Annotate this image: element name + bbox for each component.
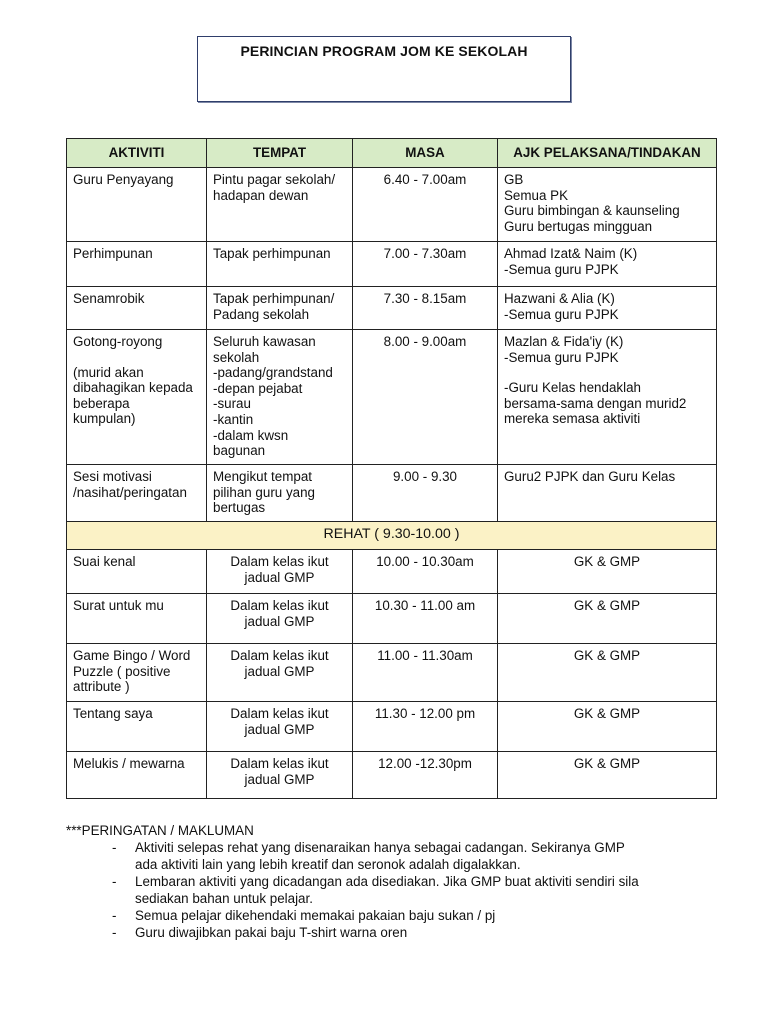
cell-aktiviti xyxy=(67,287,207,330)
table-header-row xyxy=(67,139,717,168)
cell-text: -padang/grandstand xyxy=(213,365,333,381)
cell-text: Dalam kelas ikut xyxy=(230,706,329,721)
cell-tempat xyxy=(207,287,353,330)
cell-text: dibahagikan kepada xyxy=(73,380,193,396)
table-row xyxy=(67,702,717,752)
cell-text: Dalam kelas ikut xyxy=(230,756,329,771)
cell-ajk: GK & GMP xyxy=(498,702,717,752)
table-row xyxy=(67,168,717,242)
cell-masa: 10.30 - 11.00 am xyxy=(353,594,498,644)
cell-text: -Semua guru PJPK xyxy=(504,261,619,277)
note-item xyxy=(66,873,746,907)
cell-masa: 11.30 - 12.00 pm xyxy=(353,702,498,752)
cell-text: Padang sekolah xyxy=(213,306,310,322)
note-item xyxy=(66,907,746,924)
cell-masa: 10.00 - 10.30am xyxy=(353,550,498,594)
rehat-label: REHAT ( 9.30-10.00 ) xyxy=(67,522,717,550)
table-row xyxy=(67,242,717,287)
cell-text: Dalam kelas ikut xyxy=(230,648,329,663)
cell-text: -Guru Kelas hendaklah xyxy=(504,380,641,396)
table-row xyxy=(67,287,717,330)
header-tempat: TEMPAT xyxy=(207,139,353,168)
bullet-dash: - xyxy=(112,840,117,855)
table-row xyxy=(67,330,717,465)
cell-tempat xyxy=(207,594,353,644)
rehat-row xyxy=(67,522,717,550)
cell-text: Guru bimbingan & kaunseling xyxy=(504,203,680,219)
cell-text: bersama-sama dengan murid2 xyxy=(504,395,687,411)
cell-text: -dalam kwsn xyxy=(213,427,289,443)
cell-text: mereka semasa aktiviti xyxy=(504,411,641,427)
cell-text: GB xyxy=(504,172,524,187)
notes-list xyxy=(66,839,746,941)
cell-text: jadual GMP xyxy=(244,569,315,585)
cell-tempat xyxy=(207,330,353,465)
cell-text: Puzzle ( positive xyxy=(73,663,171,679)
cell-ajk xyxy=(498,465,717,522)
cell-text: Sesi motivasi xyxy=(73,469,152,484)
table-body xyxy=(67,168,717,799)
cell-text: -kantin xyxy=(213,411,254,427)
cell-text: Melukis / mewarna xyxy=(73,756,185,771)
cell-aktiviti xyxy=(67,644,207,702)
cell-aktiviti xyxy=(67,752,207,799)
cell-text: Senamrobik xyxy=(73,291,145,306)
cell-text: Tapak perhimpunan xyxy=(213,246,331,261)
cell-text: -surau xyxy=(213,396,251,412)
table-row xyxy=(67,465,717,522)
cell-text: Dalam kelas ikut xyxy=(230,554,329,569)
cell-tempat xyxy=(207,644,353,702)
table-row xyxy=(67,550,717,594)
cell-aktiviti xyxy=(67,465,207,522)
cell-tempat xyxy=(207,550,353,594)
note-text: Lembaran aktiviti yang dicadangan ada disediakan. Jika GMP buat aktiviti sendiri sila xyxy=(135,874,639,889)
cell-text: Guru bertugas mingguan xyxy=(504,218,653,234)
cell-text: Seluruh kawasan xyxy=(213,334,316,349)
cell-text: Guru Penyayang xyxy=(73,172,174,187)
cell-text: -Semua guru PJPK xyxy=(504,306,619,322)
note-item xyxy=(66,839,746,873)
header-aktiviti: AKTIVITI xyxy=(67,139,207,168)
cell-text: Game Bingo / Word xyxy=(73,648,191,663)
cell-text: jadual GMP xyxy=(244,663,315,679)
cell-text: (murid akan xyxy=(73,364,144,380)
cell-text: -Semua guru PJPK xyxy=(504,349,619,365)
note-text: ada aktiviti lain yang lebih kreatif dan seronok adalah digalakkan. xyxy=(135,857,521,872)
cell-text: jadual GMP xyxy=(244,613,315,629)
cell-tempat xyxy=(207,465,353,522)
cell-text: kumpulan) xyxy=(73,411,136,427)
document-title: PERINCIAN PROGRAM JOM KE SEKOLAH xyxy=(197,36,571,102)
cell-aktiviti xyxy=(67,242,207,287)
notes-heading: ***PERINGATAN / MAKLUMAN xyxy=(66,823,254,838)
note-text: Guru diwajibkan pakai baju T-shirt warna oren xyxy=(135,925,408,940)
table-row xyxy=(67,594,717,644)
cell-ajk xyxy=(498,330,717,465)
cell-text: Semua PK xyxy=(504,187,569,203)
cell-aktiviti xyxy=(67,168,207,242)
note-text: sediakan bahan untuk pelajar. xyxy=(135,891,313,906)
table-row xyxy=(67,752,717,799)
cell-masa: 11.00 - 11.30am xyxy=(353,644,498,702)
bullet-dash: - xyxy=(112,925,117,940)
cell-masa: 8.00 - 9.00am xyxy=(353,330,498,465)
cell-text: -depan pejabat xyxy=(213,380,303,396)
cell-ajk xyxy=(498,287,717,330)
cell-tempat xyxy=(207,752,353,799)
schedule-table xyxy=(66,138,717,799)
cell-text: bagunan xyxy=(213,443,266,459)
header-ajk: AJK PELAKSANA/TINDAKAN xyxy=(498,139,717,168)
cell-ajk xyxy=(498,168,717,242)
cell-masa: 7.00 - 7.30am xyxy=(353,242,498,287)
header-masa: MASA xyxy=(353,139,498,168)
cell-ajk: GK & GMP xyxy=(498,752,717,799)
cell-masa: 6.40 - 7.00am xyxy=(353,168,498,242)
bullet-dash: - xyxy=(112,874,117,889)
cell-tempat xyxy=(207,168,353,242)
cell-text: Ahmad Izat& Naim (K) xyxy=(504,246,638,261)
note-text: Semua pelajar dikehendaki memakai pakaian baju sukan / pj xyxy=(135,908,496,923)
cell-text: jadual GMP xyxy=(244,721,315,737)
cell-text: Mengikut tempat xyxy=(213,469,312,484)
cell-text: hadapan dewan xyxy=(213,187,309,203)
bullet-dash: - xyxy=(112,908,117,923)
cell-text: beberapa xyxy=(73,395,130,411)
cell-text: Perhimpunan xyxy=(73,246,153,261)
cell-text: Dalam kelas ikut xyxy=(230,598,329,613)
cell-text: bertugas xyxy=(213,500,266,516)
note-text: Aktiviti selepas rehat yang disenaraikan hanya sebagai cadangan. Sekiranya GMP xyxy=(135,840,625,855)
cell-tempat xyxy=(207,242,353,287)
cell-ajk: GK & GMP xyxy=(498,594,717,644)
cell-aktiviti xyxy=(67,550,207,594)
cell-ajk xyxy=(498,242,717,287)
notes-section xyxy=(66,822,746,941)
cell-text: sekolah xyxy=(213,349,260,365)
cell-aktiviti xyxy=(67,702,207,752)
cell-masa: 7.30 - 8.15am xyxy=(353,287,498,330)
cell-tempat xyxy=(207,702,353,752)
cell-text: Mazlan & Fida'iy (K) xyxy=(504,334,624,349)
cell-text: Gotong-royong xyxy=(73,334,163,349)
cell-text: Hazwani & Alia (K) xyxy=(504,291,615,306)
cell-ajk: GK & GMP xyxy=(498,550,717,594)
cell-text: Suai kenal xyxy=(73,554,136,569)
cell-text: Surat untuk mu xyxy=(73,598,164,613)
cell-masa: 12.00 -12.30pm xyxy=(353,752,498,799)
cell-text: pilihan guru yang xyxy=(213,484,315,500)
table-row xyxy=(67,644,717,702)
cell-text: jadual GMP xyxy=(244,771,315,787)
cell-aktiviti xyxy=(67,330,207,465)
cell-text: Guru2 PJPK dan Guru Kelas xyxy=(504,469,676,484)
note-item xyxy=(66,924,746,941)
cell-aktiviti xyxy=(67,594,207,644)
cell-masa: 9.00 - 9.30 xyxy=(353,465,498,522)
cell-text: /nasihat/peringatan xyxy=(73,484,187,500)
cell-text: attribute ) xyxy=(73,679,130,695)
cell-text: Pintu pagar sekolah/ xyxy=(213,172,336,187)
cell-text: Tapak perhimpunan/ xyxy=(213,291,335,306)
cell-text: Tentang saya xyxy=(73,706,153,721)
cell-ajk: GK & GMP xyxy=(498,644,717,702)
